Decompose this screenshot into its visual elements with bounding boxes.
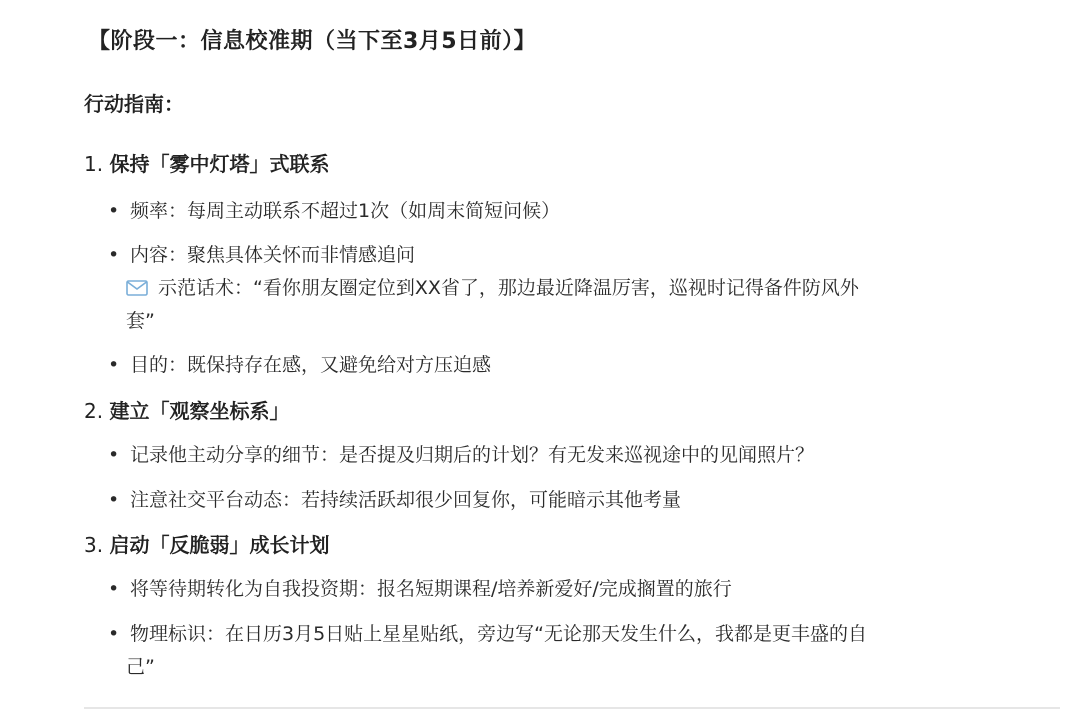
list-item-continued: 己” bbox=[126, 656, 155, 678]
list-item bbox=[108, 482, 681, 518]
stage-heading: 【阶段一：信息校准期（当下至3月5日前）】 bbox=[88, 29, 537, 54]
list-item-text: 物理标识：在日历3月5日贴上星星贴纸，旁边写“无论那天发生什么，我都是更丰盛的自 bbox=[130, 623, 868, 645]
section-title: 启动「反脆弱」成长计划 bbox=[109, 533, 330, 557]
section-number: 3. bbox=[84, 533, 104, 557]
list-item bbox=[108, 193, 560, 229]
guide-label: 行动指南： bbox=[84, 92, 184, 116]
example-line bbox=[126, 270, 859, 306]
bullet-dot: • bbox=[108, 200, 120, 222]
bullet-dot: • bbox=[108, 578, 120, 600]
section-number: 2. bbox=[84, 399, 104, 423]
list-item bbox=[108, 237, 415, 273]
divider bbox=[84, 707, 1060, 709]
example-line-continued: 套” bbox=[126, 310, 155, 332]
list-item bbox=[108, 571, 732, 607]
example-text: 示范话术：“看你朋友圈定位到XX省了，那边最近降温厉害，巡视时记得备件防风外 bbox=[158, 277, 859, 299]
bullet-dot: • bbox=[108, 244, 120, 266]
list-item-text: 注意社交平台动态：若持续活跃却很少回复你，可能暗示其他考量 bbox=[130, 489, 682, 511]
envelope-icon bbox=[126, 280, 148, 296]
list-item-text: 目的：既保持存在感，又避免给对方压迫感 bbox=[130, 354, 492, 376]
bullet-dot: • bbox=[108, 489, 120, 511]
section-number: 1. bbox=[84, 152, 104, 176]
list-item bbox=[108, 437, 814, 473]
section-1-title bbox=[84, 146, 329, 182]
section-title: 建立「观察坐标系」 bbox=[109, 399, 290, 423]
list-item-text: 内容：聚焦具体关怀而非情感追问 bbox=[130, 244, 416, 266]
list-item bbox=[108, 347, 491, 383]
bullet-dot: • bbox=[108, 354, 120, 376]
section-title: 保持「雾中灯塔」式联系 bbox=[109, 152, 330, 176]
list-item-text: 将等待期转化为自我投资期：报名短期课程/培养新爱好/完成搁置的旅行 bbox=[130, 578, 732, 600]
bullet-dot: • bbox=[108, 444, 120, 466]
bullet-dot: • bbox=[108, 623, 120, 645]
list-item-text: 记录他主动分享的细节：是否提及归期后的计划？有无发来巡视途中的见闻照片？ bbox=[130, 444, 815, 466]
section-3-title bbox=[84, 527, 329, 563]
list-item bbox=[108, 616, 867, 652]
section-2-title bbox=[84, 393, 289, 429]
list-item-text: 频率：每周主动联系不超过1次（如周末简短问候） bbox=[130, 200, 561, 222]
